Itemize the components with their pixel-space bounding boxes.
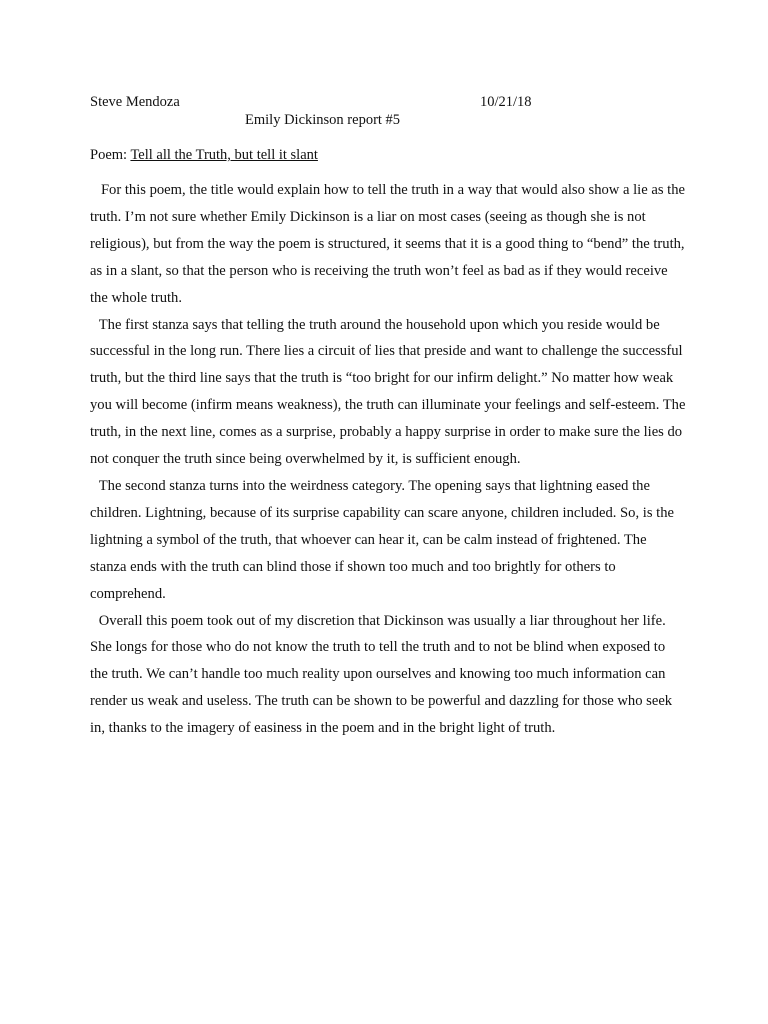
paragraph-4: Overall this poem took out of my discretion that Dickinson was usually a liar throughout her life. She longs for those who do not know the truth to tell the truth and to not be blind when exposed to the truth. We can’t handle too much reality upon ourselves and knowing too much information can render us weak and useless. The truth can be shown to be powerful and dazzling for those who seek in, thanks to the imagery of easiness in the poem and in the bright light of truth.	[90, 612, 673, 737]
essay-body	[90, 177, 686, 742]
poem-reference	[90, 147, 318, 164]
author-name: Steve Mendoza	[90, 94, 180, 110]
paragraph-2: The first stanza says that telling the truth around the household upon which you reside would be successful in the long run. There lies a circuit of lies that preside and want to challenge the successful truth, but the third line says that the truth is “too bright for our infirm delight.” No matter how weak you will become (infirm means weakness), the truth can illuminate your feelings and self-esteem. The truth, in the next line, comes as a surprise, probably a happy surprise in order to make sure the lies do not conquer the truth since being overwhelmed by it, is sufficient enough.	[90, 316, 686, 468]
poem-title: Tell all the Truth, but tell it slant	[130, 147, 318, 163]
document-title: Emily Dickinson report #5	[245, 112, 401, 128]
paragraph-1: For this poem, the title would explain how to tell the truth in a way that would also show a lie as the truth. I’m not sure whether Emily Dickinson is a liar on most cases (seeing as though she is not religious), but from the way the poem is structured, it seems that it is a good thing to “bend” the truth, as in a slant, so that the person who is receiving the truth won’t feel as bad as if they would receive the whole truth.	[90, 182, 685, 306]
paragraph-3: The second stanza turns into the weirdness category. The opening says that lightning eased the children. Lightning, because of its surprise capability can scare anyone, children included. So, is the lightning a symbol of the truth, that whoever can hear it, can be calm instead of frightened. The stanza ends with the truth can blind those if shown too much and too brightly for others to comprehend.	[90, 477, 674, 602]
poem-label: Poem:	[90, 147, 128, 163]
document-date: 10/21/18	[480, 94, 532, 110]
